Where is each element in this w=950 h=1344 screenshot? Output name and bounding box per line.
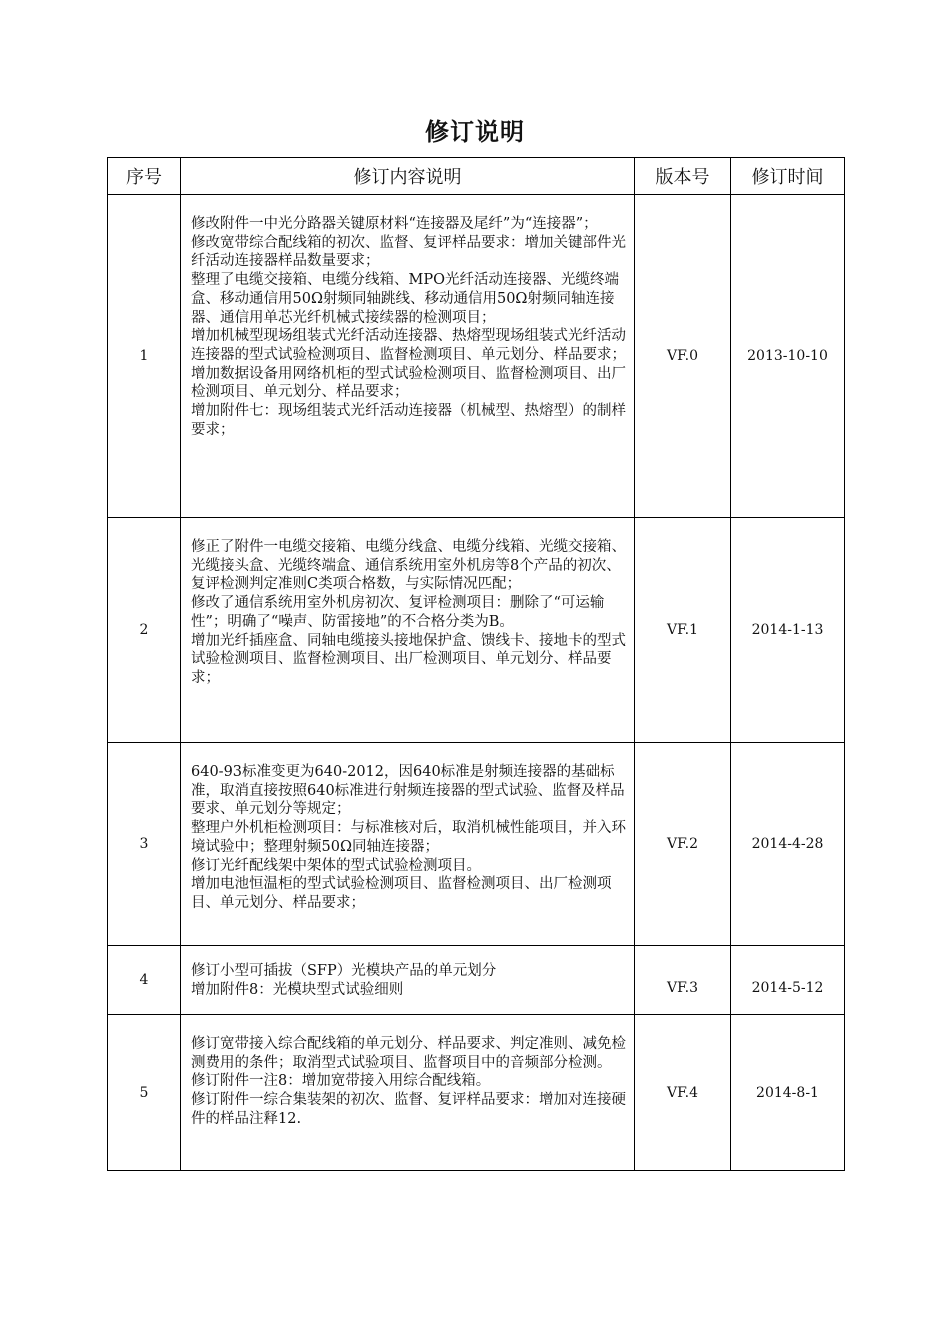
content-line: 修订小型可插拔（SFP）光模块产品的单元划分 xyxy=(191,963,497,979)
content-line: 修订附件一注8：增加宽带接入用综合配线箱。 xyxy=(191,1073,491,1090)
content-line: 增加电池恒温柜的型式试验检测项目、监督检测项目、出厂检测项目、单元划分、样品要求； xyxy=(191,876,612,911)
content-line: 修订光纤配线架中架体的型式试验检测项目。 xyxy=(191,857,481,874)
content-line: 修改宽带综合配线箱的初次、监督、复评样品要求：增加关键部件光纤活动连接器样品数量要求； xyxy=(191,234,626,270)
page-title: 修订说明 xyxy=(425,118,525,146)
row-content xyxy=(181,518,635,743)
content-line: 增加附件七：现场组装式光纤活动连接器（机械型、热熔型）的制样要求； xyxy=(191,403,626,438)
content-line: 修改附件一中光分路器关键原材料“连接器及尾纤”为“连接器”； xyxy=(191,216,598,232)
content-line: 增加数据设备用网络机柜的型式试验检测项目、监督检测项目、出厂检测项目、单元划分、样品要求； xyxy=(191,365,626,401)
row-date: 2014-4-28 xyxy=(731,743,845,946)
content-line: 修订附件一综合集装架的初次、监督、复评样品要求：增加对连接硬件的样品注释12. xyxy=(191,1092,626,1127)
row-date: 2014-8-1 xyxy=(731,1015,845,1171)
row-version: VF.4 xyxy=(635,1015,731,1171)
table-row xyxy=(108,743,845,946)
header-version: 版本号 xyxy=(635,158,731,195)
row-seq: 4 xyxy=(108,946,181,1015)
content-line: 640-93标准变更为640-2012，因640标准是射频连接器的基础标准，取消直接按照640标准进行射频连接器的型式试验、监督及样品要求、单元划分等规定； xyxy=(191,764,625,818)
table-row xyxy=(108,1015,845,1171)
row-seq: 1 xyxy=(108,195,181,518)
row-version: VF.2 xyxy=(635,743,731,946)
header-content: 修订内容说明 xyxy=(181,158,635,195)
header-seq: 序号 xyxy=(108,158,181,195)
row-seq: 2 xyxy=(108,518,181,743)
row-content xyxy=(181,743,635,946)
table-row xyxy=(108,195,845,518)
header-date: 修订时间 xyxy=(731,158,845,195)
row-version: VF.0 xyxy=(635,195,731,518)
content-line: 修订宽带接入综合配线箱的单元划分、样品要求、判定准则、减免检测费用的条件；取消型式试验项目、监督项目中的音频部分检测。 xyxy=(191,1036,626,1071)
row-seq: 3 xyxy=(108,743,181,946)
content-line: 整理了电缆交接箱、电缆分线箱、MPO光纤活动连接器、光缆终端盒、移动通信用50Ω射频同轴跳线、移动通信用50Ω射频同轴连接器、通信用单芯光纤机械式接续器的检测项目； xyxy=(191,272,619,326)
content-line: 增加光纤插座盒、同轴电缆接头接地保护盒、馈线卡、接地卡的型式试验检测项目、监督检测项目、出厂检测项目、单元划分、样品要求； xyxy=(191,632,626,686)
row-date: 2013-10-10 xyxy=(731,195,845,518)
table-header-row xyxy=(108,158,845,195)
content-line: 修正了附件一电缆交接箱、电缆分线盒、电缆分线箱、光缆交接箱、光缆接头盒、光缆终端盒、通信系统用室外机房等8个产品的初次、复评检测判定准则C类项合格数，与实际情况匹配； xyxy=(191,539,626,593)
table-row xyxy=(108,518,845,743)
content-line: 修改了通信系统用室外机房初次、复评检测项目：删除了“可运输性”；明确了“噪声、防雷接地”的不合格分类为B。 xyxy=(191,595,605,630)
revision-table xyxy=(107,157,845,1171)
row-version: VF.1 xyxy=(635,518,731,743)
row-date: 2014-5-12 xyxy=(731,946,845,1015)
content-line: 增加机械型现场组装式光纤活动连接器、热熔型现场组装式光纤活动连接器的型式试验检测项目、监督检测项目、单元划分、样品要求； xyxy=(191,328,626,363)
content-line: 整理户外机柜检测项目：与标准核对后，取消机械性能项目，并入环境试验中；整理射频50Ω同轴连接器； xyxy=(191,820,626,855)
row-content xyxy=(181,195,635,518)
row-version: VF.3 xyxy=(635,946,731,1015)
row-seq: 5 xyxy=(108,1015,181,1171)
row-date: 2014-1-13 xyxy=(731,518,845,743)
table-row xyxy=(108,946,845,1015)
row-content xyxy=(181,946,635,1015)
row-content xyxy=(181,1015,635,1171)
content-line: 增加附件8：光模块型式试验细则 xyxy=(191,981,404,998)
